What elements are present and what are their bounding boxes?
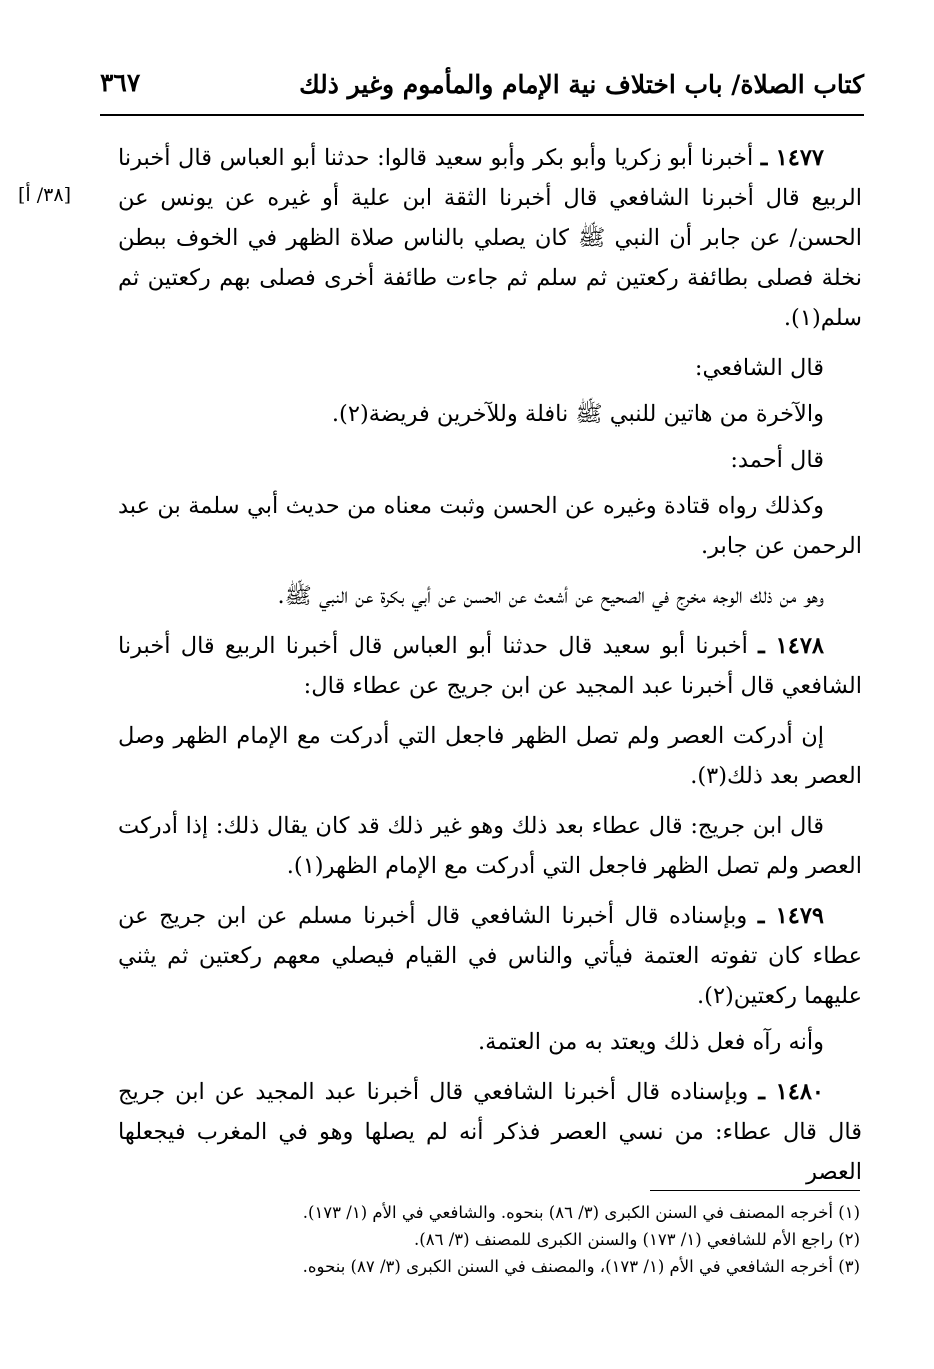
paragraph-1477 [118, 138, 862, 338]
paragraph-1479 [118, 896, 862, 1016]
hadith-number: ١٤٧٧ ـ [760, 145, 824, 171]
paragraph-1478 [118, 626, 862, 706]
paragraph [118, 576, 862, 616]
paragraph-text: والآخرة من هاتين للنبي ﷺ نافلة وللآخرين فريضة(٢). [331, 401, 824, 427]
paragraph [118, 348, 862, 388]
footnote-divider [650, 1190, 860, 1191]
paragraph-1480 [118, 1072, 862, 1192]
paragraph-text: وأنه رآه فعل ذلك ويعتد به من العتمة. [478, 1029, 824, 1055]
paragraph [118, 440, 862, 480]
paragraph-text: قال أحمد: [730, 447, 824, 473]
hadith-number: ١٤٨٠ ـ [758, 1079, 824, 1105]
paragraph-text: أخبرنا أبو زكريا وأبو بكر وأبو سعيد قالوا: حدثنا أبو العباس قال أخبرنا الربيع قال أخبرنا الشافعي قال أخبرنا الثقة ابن علية أو غيره عن يونس عن الحسن/ عن جابر أن النبي ﷺ كان يصلي بالناس صلاة الظهر في الخوف ببطن نخلة فصلى بطائفة ركعتين ثم سلم ثم جاءت طائفة أخرى فصلى بهم ركعتين ثم سلم(١). [118, 145, 862, 331]
paragraph-text: أخبرنا أبو سعيد قال حدثنا أبو العباس قال أخبرنا الربيع قال أخبرنا الشافعي قال أخبرنا عبد المجيد عن ابن جريج عن عطاء قال: [118, 633, 862, 699]
hadith-number: ١٤٧٨ ـ [758, 633, 824, 659]
main-text [118, 138, 862, 1202]
paragraph-text: وبإسناده قال أخبرنا الشافعي قال أخبرنا عبد المجيد عن ابن جريج قال قال عطاء: من نسي العصر فذكر أنه لم يصلها وهو في المغرب فيجعلها العصر [118, 1079, 862, 1185]
paragraph-text: وهو من ذلك الوجه مخرج في الصحيح عن أشعث عن الحسن عن أبي بكرة عن النبي ﷺ. [277, 583, 824, 609]
paragraph [118, 716, 862, 796]
footnote: (١) أخرجه المصنف في السنن الكبرى (٣/ ٨٦) بنحوه. والشافعي في الأم (١/ ١٧٣). [302, 1203, 860, 1222]
paragraph-text: قال ابن جريج: قال عطاء بعد ذلك وهو غير ذلك قد كان يقال ذلك: إذا أدركت العصر ولم تصل الظهر فاجعل التي أدركت مع الإمام الظهر(١). [118, 813, 862, 879]
margin-reference: [٣٨/ أ] [18, 184, 71, 206]
paragraph-text: إن أدركت العصر ولم تصل الظهر فاجعل التي أدركت مع الإمام الظهر وصل العصر بعد ذلك(٣). [118, 723, 862, 789]
paragraph-text: قال الشافعي: [694, 355, 824, 381]
hadith-number: ١٤٧٩ ـ [757, 903, 824, 929]
footnote: (٢) راجع الأم للشافعي (١/ ١٧٣) والسنن الكبرى للمصنف (٣/ ٨٦). [414, 1230, 860, 1249]
paragraph [118, 806, 862, 886]
page-number: ٣٦٧ [100, 68, 141, 97]
running-title: كتاب الصلاة/ باب اختلاف نية الإمام والمأموم وغير ذلك [299, 70, 864, 99]
paragraph [118, 486, 862, 566]
paragraph [118, 394, 862, 434]
footnotes [118, 1190, 860, 1280]
paragraph [118, 1022, 862, 1062]
paragraph-text: وبإسناده قال أخبرنا الشافعي قال أخبرنا مسلم عن ابن جريج عن عطاء كان تفوته العتمة فيأتي والناس في القيام فيصلي معهم ركعتين ثم يثني عليهما ركعتين(٢). [118, 903, 862, 1009]
page-header [100, 66, 864, 116]
footnote: (٣) أخرجه الشافعي في الأم (١/ ١٧٣)، والمصنف في السنن الكبرى (٣/ ٨٧) بنحوه. [302, 1257, 860, 1276]
paragraph-text: وكذلك رواه قتادة وغيره عن الحسن وثبت معناه من حديث أبي سلمة بن عبد الرحمن عن جابر. [118, 493, 862, 559]
